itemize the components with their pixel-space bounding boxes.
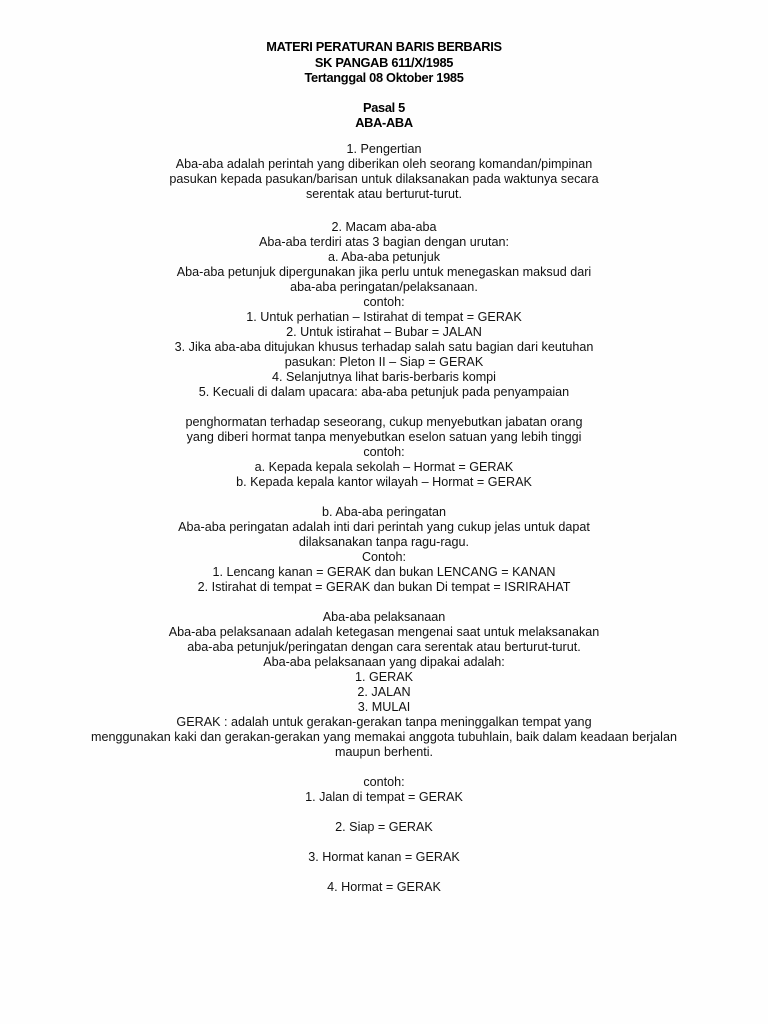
subsection-heading: b. Aba-aba peringatan <box>322 505 446 519</box>
command-item: 2. JALAN <box>357 685 411 699</box>
example-line: 4. Selanjutnya lihat baris-berbaris kompi <box>271 370 496 384</box>
example-line: 1. Lencang kanan = GERAK dan bukan LENCANG = KANAN <box>212 565 556 579</box>
example-line: 2. Siap = GERAK <box>335 820 433 834</box>
paragraph-line: penghormatan terhadap seseorang, cukup menyebutkan jabatan orang <box>185 415 583 429</box>
paragraph-line: Aba-aba pelaksanaan yang dipakai adalah: <box>263 655 505 669</box>
article-title: ABA-ABA <box>355 115 413 130</box>
document-title: MATERI PERATURAN BARIS BERBARIS <box>266 39 502 54</box>
decree-date: Tertanggal 08 Oktober 1985 <box>304 70 464 85</box>
example-label: Contoh: <box>361 550 407 564</box>
section-heading: 1. Pengertian <box>346 142 422 156</box>
example-line: 3. Hormat kanan = GERAK <box>308 850 460 864</box>
example-line: 5. Kecuali di dalam upacara: aba-aba petunjuk pada penyampaian <box>198 385 570 399</box>
example-line: pasukan: Pleton II – Siap = GERAK <box>284 355 484 369</box>
paragraph-line: serentak atau berturut-turut. <box>305 187 463 201</box>
paragraph-line: yang diberi hormat tanpa menyebutkan eselon satuan yang lebih tinggi <box>186 430 582 444</box>
command-item: 3. MULAI <box>357 700 411 714</box>
paragraph-line: aba-aba peringatan/pelaksanaan. <box>290 280 478 294</box>
subsection-heading: Aba-aba pelaksanaan <box>322 610 446 624</box>
paragraph-line: Aba-aba pelaksanaan adalah ketegasan mengenai saat untuk melaksanakan <box>168 625 600 639</box>
subsection-heading: a. Aba-aba petunjuk <box>327 250 441 264</box>
example-line: 4. Hormat = GERAK <box>327 880 441 894</box>
decree-number: SK PANGAB 611/X/1985 <box>314 55 454 70</box>
example-line: 2. Istirahat di tempat = GERAK dan bukan Di tempat = ISRIRAHAT <box>197 580 571 594</box>
example-label: contoh: <box>363 445 405 459</box>
paragraph-line: Aba-aba peringatan adalah inti dari perintah yang cukup jelas untuk dapat <box>178 520 590 534</box>
example-label: contoh: <box>363 775 405 789</box>
paragraph-line: pasukan kepada pasukan/barisan untuk dilaksanakan pada waktunya secara <box>169 172 599 186</box>
article-number: Pasal 5 <box>362 100 405 115</box>
paragraph-line: GERAK : adalah untuk gerakan-gerakan tanpa meninggalkan tempat yang <box>176 715 592 729</box>
example-line: b. Kepada kepala kantor wilayah – Hormat = GERAK <box>236 475 532 489</box>
example-line: 1. Jalan di tempat = GERAK <box>305 790 463 804</box>
section-heading: 2. Macam aba-aba <box>331 220 437 234</box>
paragraph-line: dilaksanakan tanpa ragu-ragu. <box>298 535 470 549</box>
paragraph-line: Aba-aba adalah perintah yang diberikan oleh seorang komandan/pimpinan <box>175 157 593 171</box>
example-label: contoh: <box>363 295 405 309</box>
example-line: 2. Untuk istirahat – Bubar = JALAN <box>286 325 482 339</box>
paragraph-line: maupun berhenti. <box>334 745 434 759</box>
command-item: 1. GERAK <box>354 670 414 684</box>
example-line: 1. Untuk perhatian – Istirahat di tempat = GERAK <box>246 310 522 324</box>
example-line: a. Kepada kepala sekolah – Hormat = GERAK <box>254 460 514 474</box>
paragraph-line: menggunakan kaki dan gerakan-gerakan yang memakai anggota tubuhlain, baik dalam keadaan berjalan <box>90 730 677 744</box>
paragraph-line: Aba-aba petunjuk dipergunakan jika perlu untuk menegaskan maksud dari <box>176 265 592 279</box>
paragraph-line: Aba-aba terdiri atas 3 bagian dengan urutan: <box>259 235 509 249</box>
example-line: 3. Jika aba-aba ditujukan khusus terhadap salah satu bagian dari keutuhan <box>174 340 594 354</box>
paragraph-line: aba-aba petunjuk/peringatan dengan cara serentak atau berturut-turut. <box>187 640 581 654</box>
